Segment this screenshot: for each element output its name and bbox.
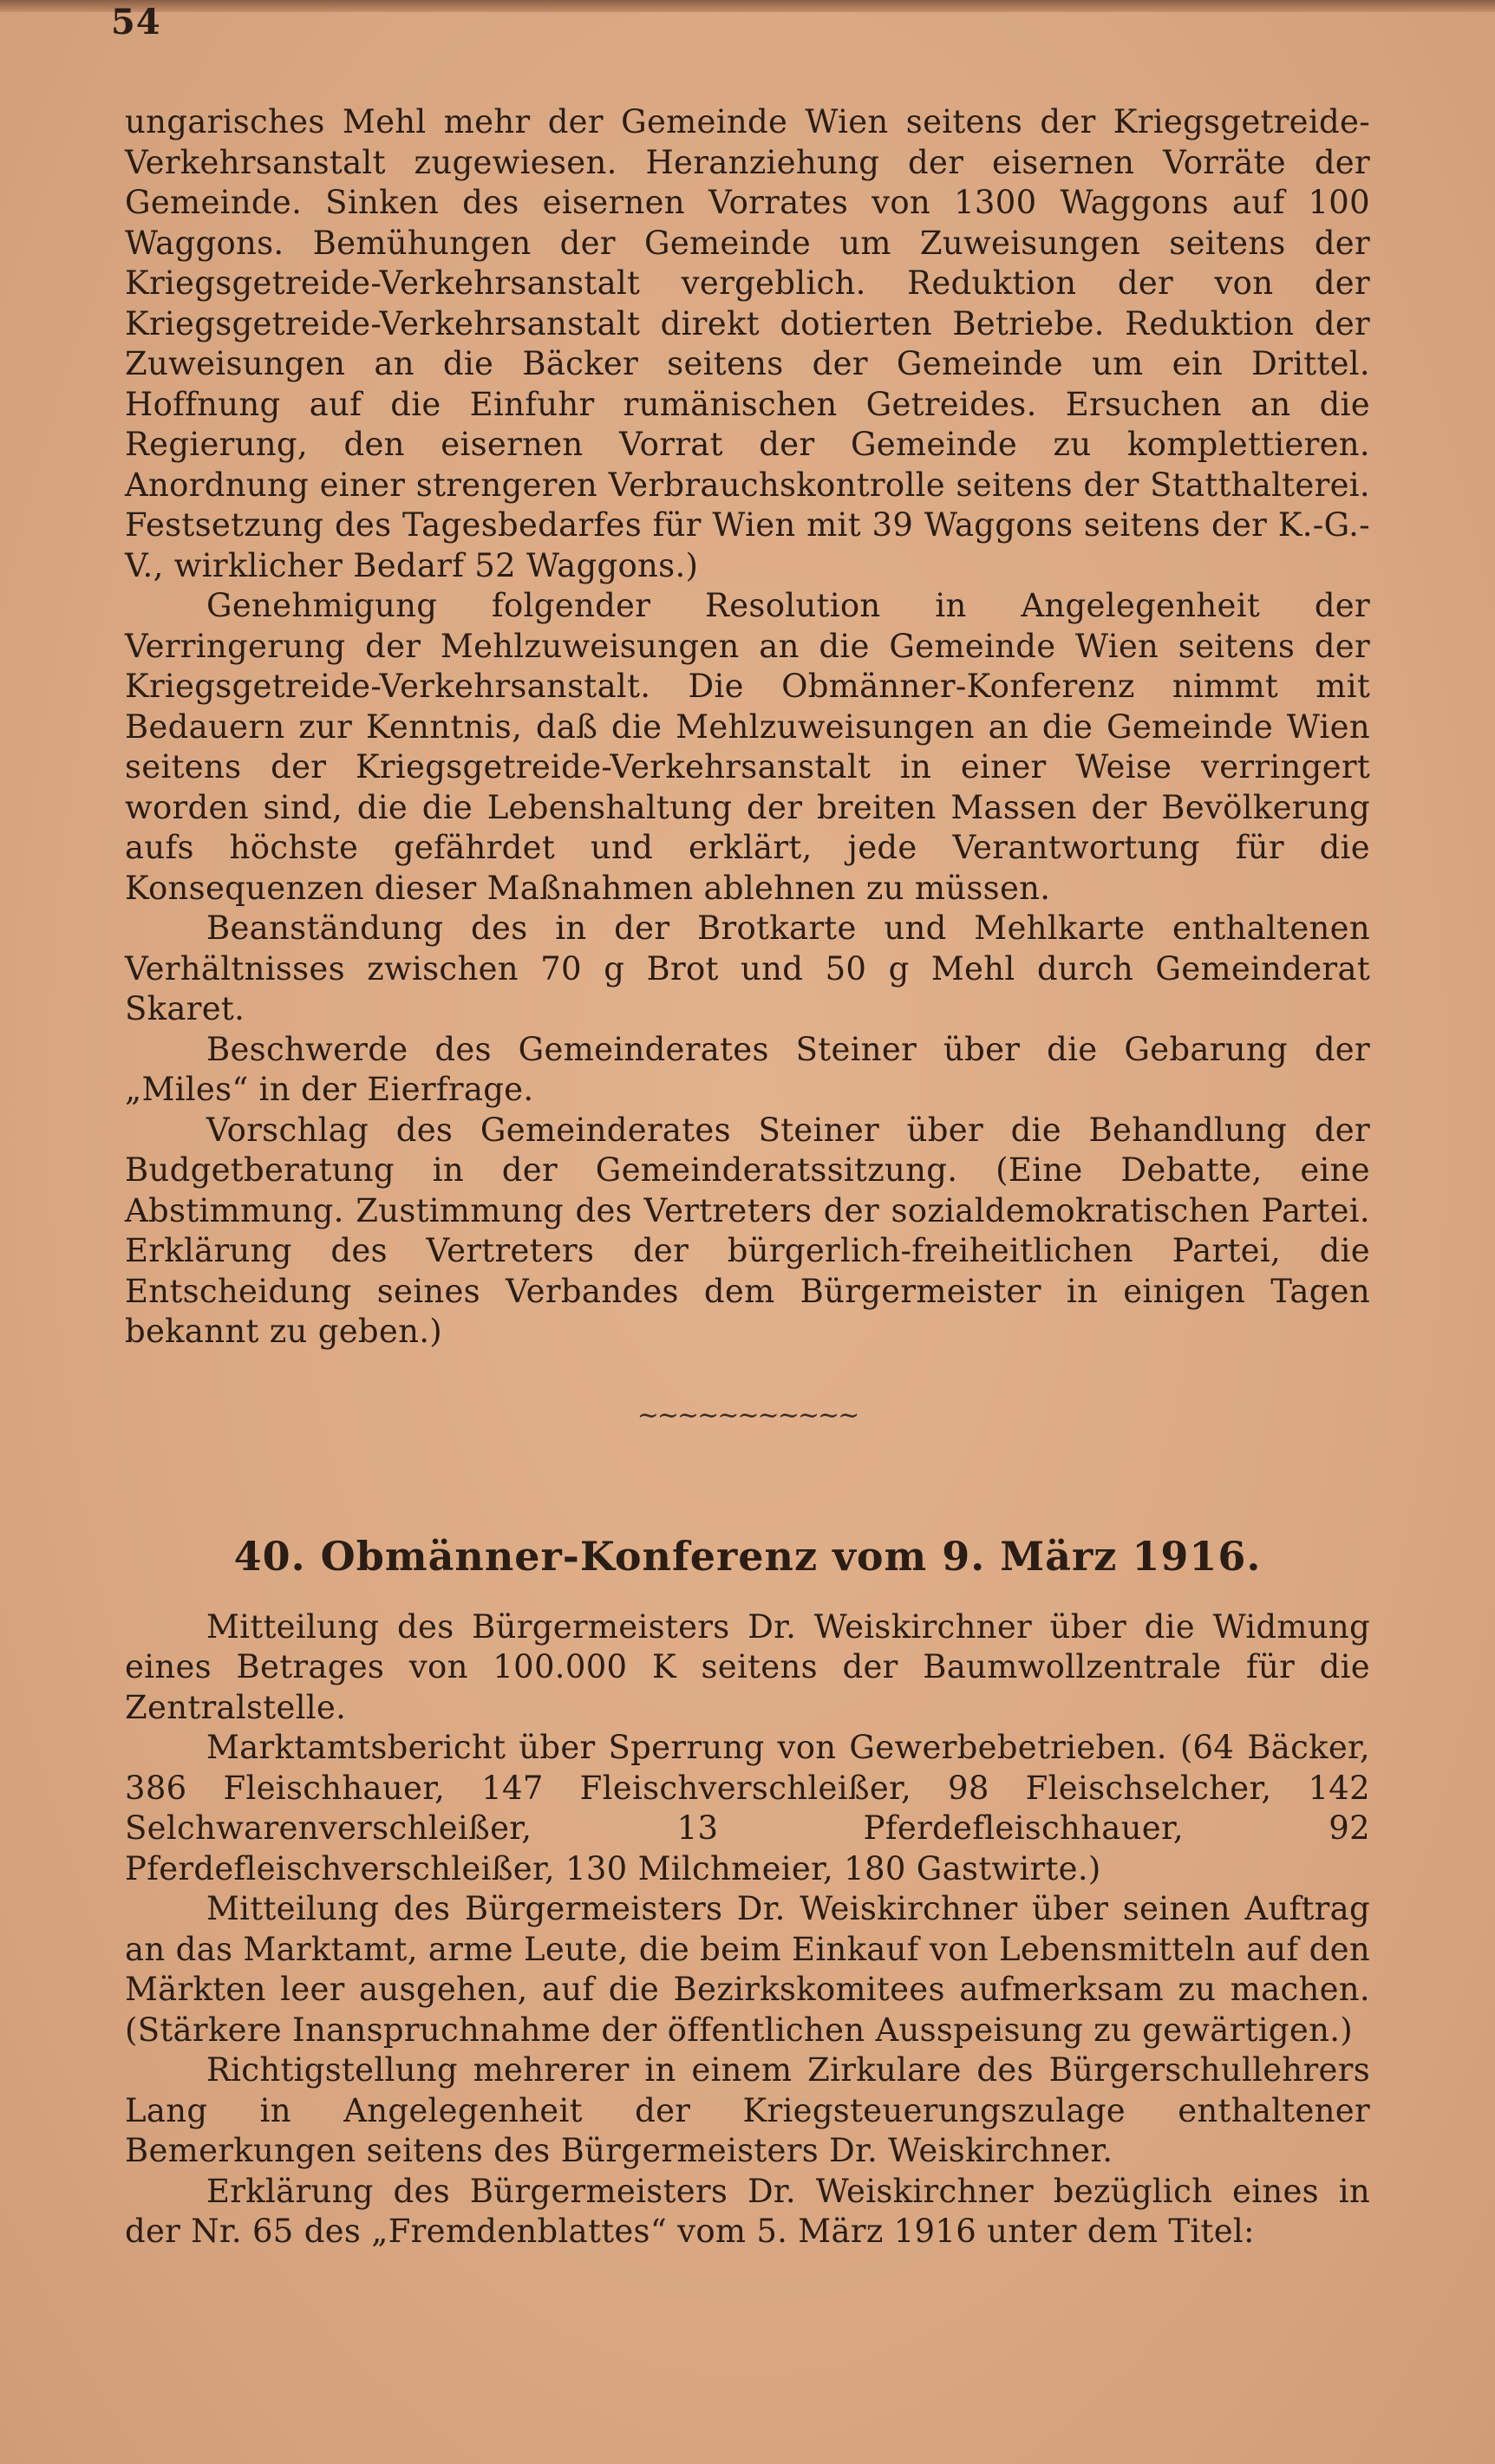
section-divider-ornament: ~~~~~~~~~~~ bbox=[637, 1399, 858, 1431]
paragraph-erklaerung: Erklärung des Bürgermeisters Dr. Weiskirchner bezüglich eines in der Nr. 65 des „Fremdenblattes“ vom 5. März 1916 unter dem Titel: bbox=[125, 2172, 1370, 2250]
paragraph-resolution: Genehmigung folgender Resolution in Angelegenheit der Verringerung der Mehlzuweisungen an die Gemeinde Wien seitens der Kriegsgetreide-Verkehrsanstalt. Die Obmänner-Konferenz nimmt mit Bedauern zur Kenntnis, daß die Mehlzuweisungen an die Gemeinde Wien seitens der Kriegsgetreide-Verkehrsanstalt in einer Weise verringert worden sind, die die Lebenshaltung der breiten Massen der Bevölkerung aufs höchste gefährdet und erklärt, jede Verantwortung für die Konsequenzen dieser Maßnahmen ablehnen zu müssen. bbox=[125, 587, 1370, 907]
page-body bbox=[125, 102, 1370, 2252]
paragraph-marktamtsbericht: Marktamtsbericht über Sperrung von Gewerbebetrieben. (64 Bäcker, 386 Fleischhauer, 147 Fleischverschleißer, 98 Fleischselcher, 142 Selchwarenverschleißer, 13 Pferdefleischhauer, 92 Pferdefleischverschleißer, 130 Milchmeier, 180 Gastwirte.) bbox=[125, 1729, 1370, 1887]
paragraph-brotkarte: Beanständung des in der Brotkarte und Mehlkarte enthaltenen Verhältnisses zwischen 70 g Brot und 50 g Mehl durch Gemeinderat Skaret. bbox=[125, 909, 1370, 1027]
paragraph-auftrag: Mitteilung des Bürgermeisters Dr. Weiskirchner über seinen Auftrag an das Marktamt, arme Leute, die beim Einkauf von Lebensmitteln auf den Märkten leer ausgehen, auf die Bezirkskomitees aufmerksam zu machen. (Stärkere Inanspruchnahme der öffentlichen Ausspeisung zu gewärtigen.) bbox=[125, 1890, 1370, 2049]
paragraph-beschwerde: Beschwerde des Gemeinderates Steiner über die Gebarung der „Miles“ in der Eierfrage. bbox=[125, 1030, 1370, 1108]
page-number: 54 bbox=[111, 2, 161, 42]
paragraph-richtigstellung: Richtigstellung mehrerer in einem Zirkulare des Bürgerschullehrers Lang in Angelegenheit der Kriegsteuerungszulage enthaltener Bemerkungen seitens des Bürgermeisters Dr. Weiskirchner. bbox=[125, 2051, 1370, 2169]
paragraph-continuation: ungarisches Mehl mehr der Gemeinde Wien seitens der Kriegsgetreide-Verkehrsanstalt zugewiesen. Heranziehung der eisernen Vorräte der Gemeinde. Sinken des eisernen Vorrates von 1300 Waggons auf 100 Waggons. Bemühungen der Gemeinde um Zuweisungen seitens der Kriegsgetreide-Verkehrsanstalt vergeblich. Reduktion der von der Kriegsgetreide-Verkehrsanstalt direkt dotierten Betriebe. Reduktion der Zuweisungen an die Bäcker seitens der Gemeinde um ein Drittel. Hoffnung auf die Einfuhr rumänischen Getreides. Ersuchen an die Regierung, den eisernen Vorrat der Gemeinde zu komplettieren. Anordnung einer strengeren Verbrauchskontrolle seitens der Statthalterei. Festsetzung des Tagesbedarfes für Wien mit 39 Waggons seitens der K.-G.-V., wirklicher Bedarf 52 Waggons.) bbox=[125, 103, 1370, 584]
page-top-edge bbox=[0, 0, 1495, 12]
paragraph-vorschlag: Vorschlag des Gemeinderates Steiner über die Behandlung der Budgetberatung in der Gemeinderatssitzung. (Eine Debatte, eine Abstimmung. Zustimmung des Vertreters der sozialdemokratischen Partei. Erklärung des Vertreters der bürgerlich-freiheitlichen Partei, die Entscheidung seines Verbandes dem Bürgermeister in einigen Tagen bekannt zu geben.) bbox=[125, 1111, 1370, 1350]
paragraph-widmung: Mitteilung des Bürgermeisters Dr. Weiskirchner über die Widmung eines Betrages von 100.000 K seitens der Baumwollzentrale für die Zentralstelle. bbox=[125, 1607, 1370, 1726]
section-heading: 40. Obmänner-Konferenz vom 9. März 1916. bbox=[233, 1532, 1262, 1580]
